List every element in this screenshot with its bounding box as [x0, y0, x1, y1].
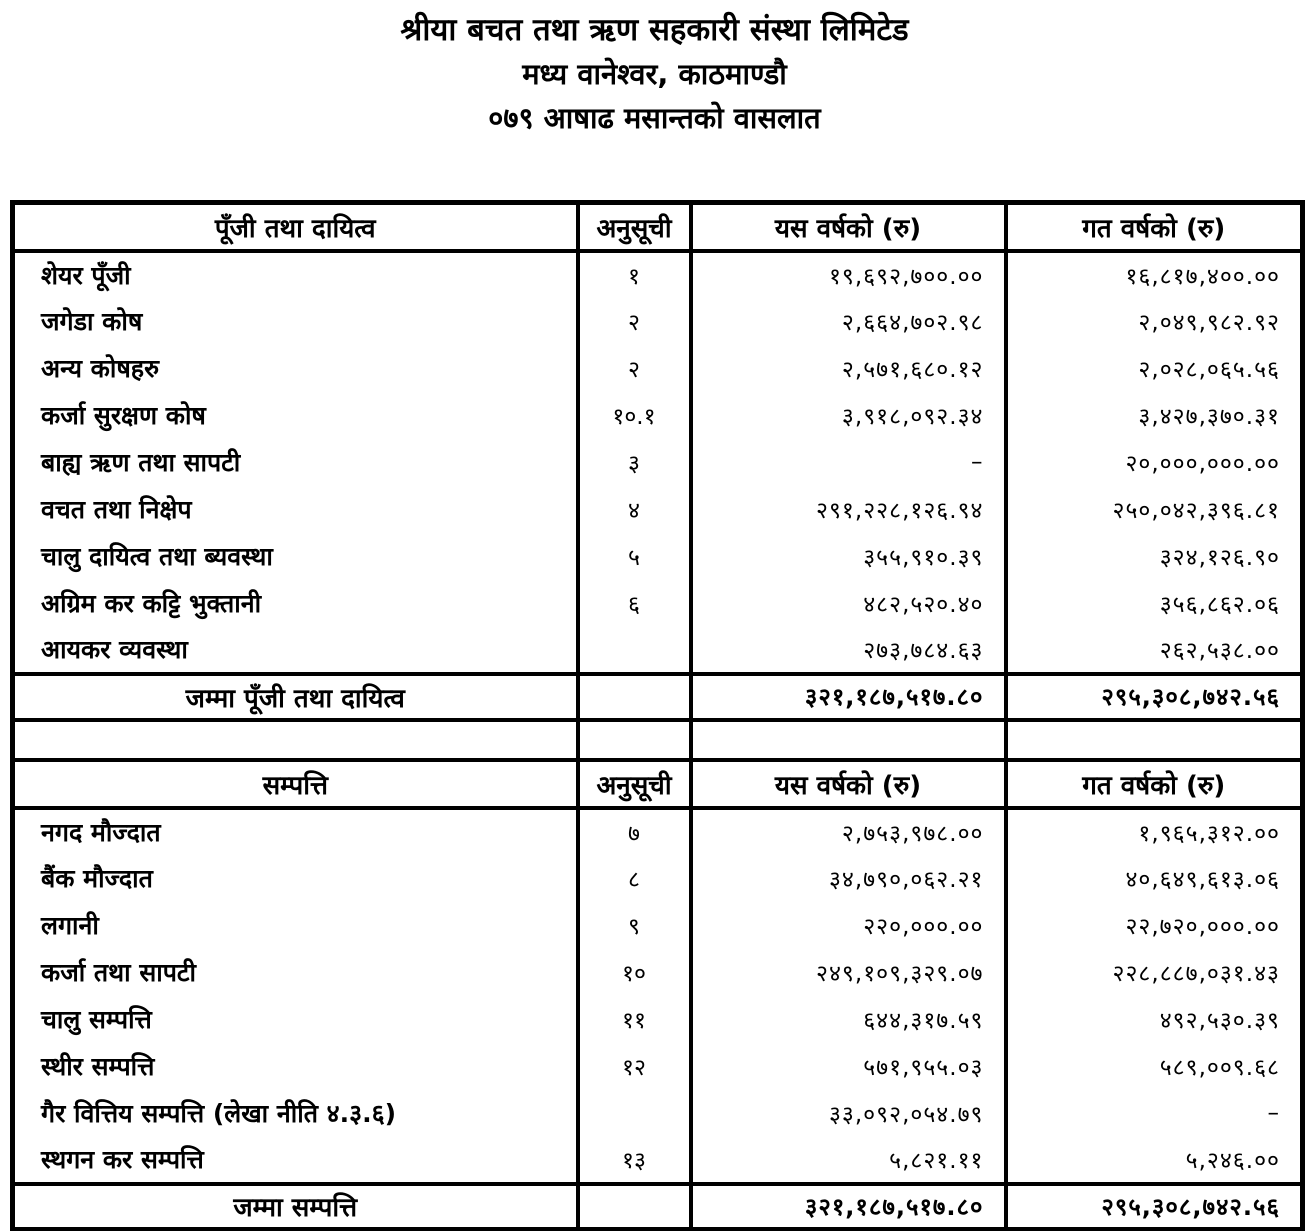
table-row — [13, 1090, 1303, 1137]
row-last-year: २,०२८,०६५.५६ — [1006, 345, 1303, 392]
spacer-cell — [578, 720, 691, 760]
row-schedule: १०.१ — [578, 392, 691, 439]
row-this-year: २४९,१०९,३२९.०७ — [691, 949, 1006, 996]
row-label: शेयर पूँजी — [13, 251, 578, 298]
assets-total-row — [13, 1184, 1303, 1230]
row-last-year: ३,४२७,३७०.३१ — [1006, 392, 1303, 439]
row-label: आयकर व्यवस्था — [13, 627, 578, 674]
row-label: चालु दायित्व तथा ब्यवस्था — [13, 533, 578, 580]
row-label: बाह्य ऋण तथा सापटी — [13, 439, 578, 486]
row-schedule — [578, 1090, 691, 1137]
row-label: गैर वित्तिय सम्पत्ति (लेखा नीति ४.३.६) — [13, 1090, 578, 1137]
row-label: स्थीर सम्पत्ति — [13, 1043, 578, 1090]
liabilities-total-last-year: २९५,३०८,७४२.५६ — [1006, 674, 1303, 720]
row-this-year: ६४४,३१७.५९ — [691, 996, 1006, 1043]
table-row — [13, 392, 1303, 439]
row-label: चालु सम्पत्ति — [13, 996, 578, 1043]
row-this-year: १९,६९२,७००.०० — [691, 251, 1006, 298]
row-last-year: २२८,८८७,०३१.४३ — [1006, 949, 1303, 996]
spacer-cell — [1006, 720, 1303, 760]
row-this-year: २२०,०००.०० — [691, 902, 1006, 949]
row-this-year: २,७५३,९७८.०० — [691, 808, 1006, 855]
row-this-year: ३५५,९१०.३९ — [691, 533, 1006, 580]
schedule-column-header: अनुसूची — [578, 203, 691, 251]
row-schedule: ५ — [578, 533, 691, 580]
liabilities-total-this-year: ३२१,१८७,५१७.८० — [691, 674, 1006, 720]
row-this-year: ३४,७९०,०६२.२१ — [691, 855, 1006, 902]
row-this-year: ३,९१८,०९२.३४ — [691, 392, 1006, 439]
table-row — [13, 1137, 1303, 1184]
row-last-year: २६२,५३८.०० — [1006, 627, 1303, 674]
row-label: अग्रिम कर कट्टि भुक्तानी — [13, 580, 578, 627]
table-row — [13, 439, 1303, 486]
row-this-year: – — [691, 439, 1006, 486]
statement-title: ०७९ आषाढ मसान्तको वासलात — [488, 101, 821, 136]
last-year-column-header: गत वर्षको (रु) — [1006, 760, 1303, 808]
row-label: बैंक मौज्दात — [13, 855, 578, 902]
assets-total-schedule — [578, 1184, 691, 1230]
row-this-year: २,५७१,६८०.१२ — [691, 345, 1006, 392]
table-row — [13, 949, 1303, 996]
table-row — [13, 533, 1303, 580]
row-last-year: १,९६५,३१२.०० — [1006, 808, 1303, 855]
row-schedule: ३ — [578, 439, 691, 486]
row-this-year: ५७१,९५५.०३ — [691, 1043, 1006, 1090]
row-last-year: २५०,०४२,३९६.८१ — [1006, 486, 1303, 533]
this-year-column-header: यस वर्षको (रु) — [691, 203, 1006, 251]
row-label: कर्जा तथा सापटी — [13, 949, 578, 996]
row-this-year: ३३,०९२,०५४.७९ — [691, 1090, 1006, 1137]
spacer-cell — [691, 720, 1006, 760]
row-schedule: १ — [578, 251, 691, 298]
row-last-year: ३२४,१२६.९० — [1006, 533, 1303, 580]
row-last-year: २२,७२०,०००.०० — [1006, 902, 1303, 949]
schedule-column-header: अनुसूची — [578, 760, 691, 808]
organization-name: श्रीया बचत तथा ऋण सहकारी संस्था लिमिटेड — [400, 12, 909, 48]
table-row — [13, 627, 1303, 674]
row-schedule — [578, 627, 691, 674]
liabilities-header-row — [13, 203, 1303, 251]
last-year-column-header: गत वर्षको (रु) — [1006, 203, 1303, 251]
table-row — [13, 855, 1303, 902]
document-header — [0, 8, 1309, 141]
table-row — [13, 345, 1303, 392]
row-schedule: ७ — [578, 808, 691, 855]
row-last-year: २,०४९,९८२.९२ — [1006, 298, 1303, 345]
table-row — [13, 580, 1303, 627]
this-year-column-header: यस वर्षको (रु) — [691, 760, 1006, 808]
spacer-cell — [13, 720, 578, 760]
row-this-year: ४८२,५२०.४० — [691, 580, 1006, 627]
balance-sheet-table — [10, 200, 1305, 1231]
assets-header-row — [13, 760, 1303, 808]
organization-address: मध्य वानेश्वर, काठमाण्डौ — [522, 56, 787, 91]
row-schedule: २ — [578, 298, 691, 345]
row-last-year: ५८९,००९.६८ — [1006, 1043, 1303, 1090]
table-row — [13, 298, 1303, 345]
liabilities-total-schedule — [578, 674, 691, 720]
row-last-year: ४९२,५३०.३९ — [1006, 996, 1303, 1043]
table-row — [13, 808, 1303, 855]
row-label: नगद मौज्दात — [13, 808, 578, 855]
liabilities-total-row — [13, 674, 1303, 720]
liabilities-section-title: पूँजी तथा दायित्व — [13, 203, 578, 251]
row-schedule: ११ — [578, 996, 691, 1043]
row-label: कर्जा सुरक्षण कोष — [13, 392, 578, 439]
spacer-row — [13, 720, 1303, 760]
row-last-year: ५,२४६.०० — [1006, 1137, 1303, 1184]
row-schedule: २ — [578, 345, 691, 392]
table-row — [13, 996, 1303, 1043]
row-schedule: १० — [578, 949, 691, 996]
row-schedule: १२ — [578, 1043, 691, 1090]
table-row — [13, 251, 1303, 298]
table-row — [13, 1043, 1303, 1090]
row-this-year: ५,८२१.११ — [691, 1137, 1006, 1184]
table-row — [13, 902, 1303, 949]
row-last-year: १६,८१७,४००.०० — [1006, 251, 1303, 298]
row-last-year: ४०,६४९,६१३.०६ — [1006, 855, 1303, 902]
row-this-year: २,६६४,७०२.९८ — [691, 298, 1006, 345]
row-schedule: ४ — [578, 486, 691, 533]
assets-total-label: जम्मा सम्पत्ति — [13, 1184, 578, 1230]
row-label: अन्य कोषहरु — [13, 345, 578, 392]
row-schedule: ८ — [578, 855, 691, 902]
row-label: स्थगन कर सम्पत्ति — [13, 1137, 578, 1184]
row-label: जगेडा कोष — [13, 298, 578, 345]
row-last-year: ३५६,८६२.०६ — [1006, 580, 1303, 627]
liabilities-total-label: जम्मा पूँजी तथा दायित्व — [13, 674, 578, 720]
row-this-year: २९१,२२८,१२६.९४ — [691, 486, 1006, 533]
row-last-year: २०,०००,०००.०० — [1006, 439, 1303, 486]
assets-total-this-year: ३२१,१८७,५१७.८० — [691, 1184, 1006, 1230]
row-last-year: – — [1006, 1090, 1303, 1137]
assets-total-last-year: २९५,३०८,७४२.५६ — [1006, 1184, 1303, 1230]
assets-section-title: सम्पत्ति — [13, 760, 578, 808]
table-row — [13, 486, 1303, 533]
row-this-year: २७३,७८४.६३ — [691, 627, 1006, 674]
row-label: लगानी — [13, 902, 578, 949]
row-schedule: ६ — [578, 580, 691, 627]
row-label: वचत तथा निक्षेप — [13, 486, 578, 533]
row-schedule: १३ — [578, 1137, 691, 1184]
row-schedule: ९ — [578, 902, 691, 949]
